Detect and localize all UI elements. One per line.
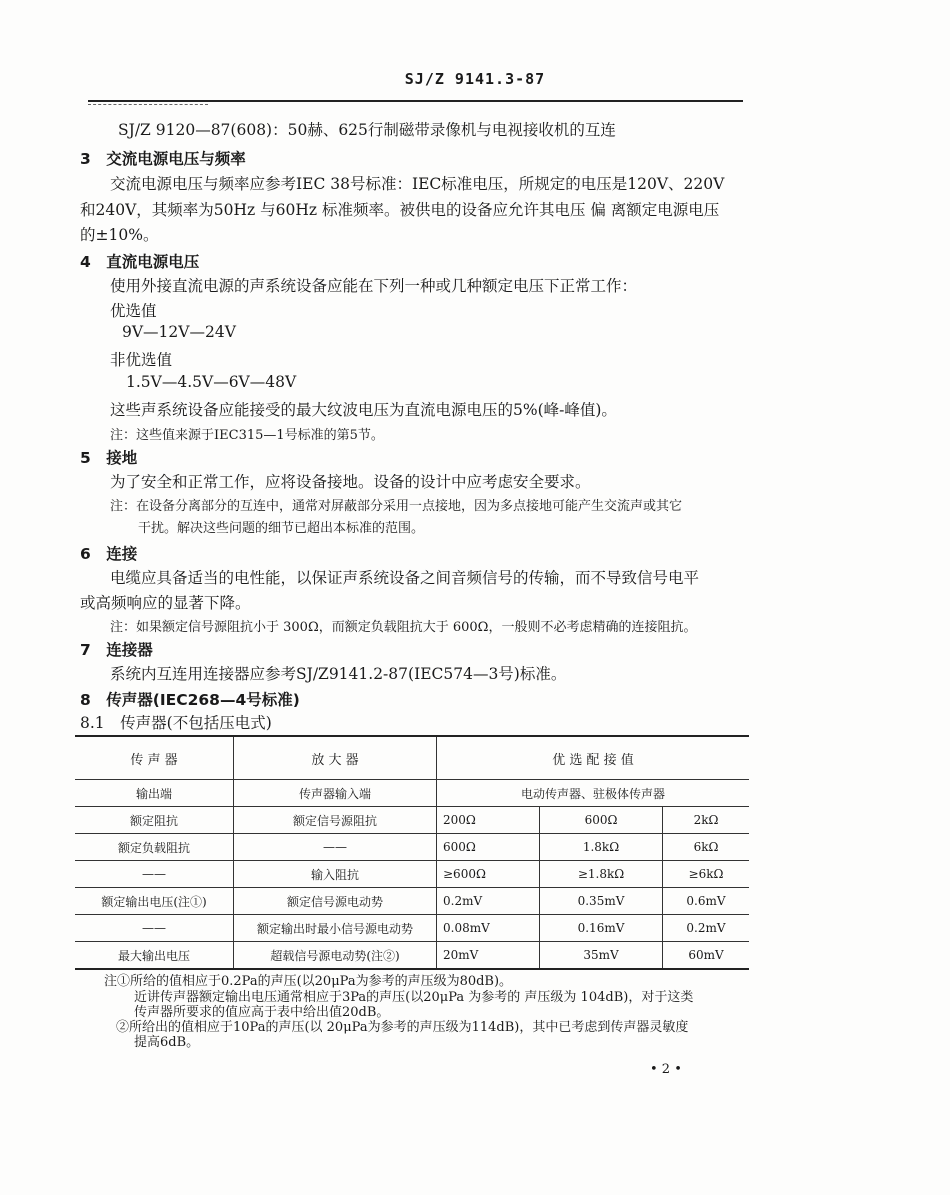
table-cell: 0.08mV — [437, 915, 540, 942]
header-amplifier: 放 大 器 — [234, 736, 437, 780]
preferred-label: 优选值 — [110, 302, 157, 320]
table-row — [75, 915, 749, 942]
section-5-title: 5 接地 — [80, 449, 138, 467]
table-row — [75, 780, 749, 807]
document-header: SJ/Z 9141.3-87 — [404, 70, 546, 88]
table-row — [75, 861, 749, 888]
preferred-values: 9V—12V—24V — [122, 323, 236, 341]
table-cell: 600Ω — [437, 834, 540, 861]
section-5-note-line1: 注：在设备分离部分的互连中，通常对屏蔽部分采用一点接地，因为多点接地可能产生交流声或其它 — [110, 499, 683, 514]
section-5-para: 为了安全和正常工作，应将设备接地。设备的设计中应考虑安全要求。 — [110, 473, 591, 491]
footnote-1: 注①所给的值相应于0.2Pa的声压(以20μPa为参考的声压级为80dB)。 — [104, 974, 513, 989]
table-cell: 600Ω — [540, 807, 663, 834]
table-row — [75, 888, 749, 915]
header-rule-dashed — [88, 104, 208, 105]
section-3-para-line3: 的±10%。 — [80, 226, 159, 244]
table-cell: 0.2mV — [663, 915, 750, 942]
section-6-note: 注：如果额定信号源阻抗小于 300Ω，而额定负载阻抗大于 600Ω，一般则不必考虑精确的连接阻抗。 — [110, 620, 697, 635]
header-preferred-values: 优 选 配 接 值 — [437, 736, 750, 780]
table-cell: 额定阻抗 — [75, 807, 234, 834]
table-cell: 最大输出电压 — [75, 942, 234, 970]
table-row — [75, 807, 749, 834]
table-cell: 输入阻抗 — [234, 861, 437, 888]
table-cell: —— — [75, 861, 234, 888]
table-cell: ≥1.8kΩ — [540, 861, 663, 888]
table-cell: —— — [75, 915, 234, 942]
table-cell: 60mV — [663, 942, 750, 970]
section-6-para-line2: 或高频响应的显著下降。 — [80, 594, 251, 612]
footnote-2: ②所给出的值相应于10Pa的声压(以 20μPa为参考的声压级为114dB)，其中已考虑到传声器灵敏度 — [116, 1020, 689, 1035]
table-cell: 额定信号源电动势 — [234, 888, 437, 915]
table-cell: 电动传声器、驻极体传声器 — [437, 780, 750, 807]
table-cell: 额定输出电压(注①) — [75, 888, 234, 915]
table-cell: 1.8kΩ — [540, 834, 663, 861]
section-4-note: 注：这些值来源于IEC315—1号标准的第5节。 — [110, 428, 384, 443]
table-cell: 20mV — [437, 942, 540, 970]
table-cell: 0.35mV — [540, 888, 663, 915]
table-cell: 2kΩ — [663, 807, 750, 834]
table-cell: —— — [234, 834, 437, 861]
table-header-row — [75, 736, 749, 780]
section-3-title: 3 交流电源电压与频率 — [80, 150, 246, 168]
table-cell: 输出端 — [75, 780, 234, 807]
table-cell: 超载信号源电动势(注②) — [234, 942, 437, 970]
table-cell: ≥600Ω — [437, 861, 540, 888]
table-row — [75, 834, 749, 861]
table-cell: 35mV — [540, 942, 663, 970]
section-8-1-title: 8.1 传声器(不包括压电式) — [80, 714, 272, 732]
header-microphone: 传 声 器 — [75, 736, 234, 780]
section-3-para-line2: 和240V，其频率为50Hz 与60Hz 标准频率。被供电的设备应允许其电压 偏 离额定电源电压 — [80, 201, 720, 219]
nonpreferred-values: 1.5V—4.5V—6V—48V — [126, 373, 297, 391]
section-5-note-line2: 干扰。解决这些问题的细节已超出本标准的范围。 — [138, 521, 425, 536]
table-cell: 0.6mV — [663, 888, 750, 915]
table-cell: 额定信号源阻抗 — [234, 807, 437, 834]
section-4-para2: 这些声系统设备应能接受的最大纹波电压为直流电源电压的5%(峰-峰值)。 — [110, 401, 617, 419]
footnote-2-line2: 提高6dB。 — [134, 1035, 200, 1050]
header-rule — [88, 100, 743, 102]
section-7-para: 系统内互连用连接器应参考SJ/Z9141.2-87(IEC574—3号)标准。 — [110, 665, 567, 683]
section-3-para-line1: 交流电源电压与频率应参考IEC 38号标准：IEC标准电压，所规定的电压是120V、220V — [110, 175, 725, 193]
table-cell: 0.2mV — [437, 888, 540, 915]
table-row — [75, 942, 749, 970]
footnote-1-line2: 近讲传声器额定输出电压通常相应于3Pa的声压(以20μPa 为参考的 声压级为 104dB)，对于这类 — [134, 990, 694, 1005]
table-cell: 200Ω — [437, 807, 540, 834]
section-6-title: 6 连接 — [80, 545, 138, 563]
section-7-title: 7 连接器 — [80, 641, 153, 659]
section-4-title: 4 直流电源电压 — [80, 253, 200, 271]
microphone-spec-table — [75, 735, 749, 970]
section-8-title: 8 传声器(IEC268—4号标准) — [80, 691, 300, 709]
nonpreferred-label: 非优选值 — [110, 351, 173, 369]
footnote-1-line3: 传声器所要求的值应高于表中给出值20dB。 — [134, 1005, 390, 1020]
reference-line: SJ/Z 9120—87(608)：50赫、625行制磁带录像机与电视接收机的互连 — [118, 121, 616, 139]
table-cell: ≥6kΩ — [663, 861, 750, 888]
section-4-para: 使用外接直流电源的声系统设备应能在下列一种或几种额定电压下正常工作： — [110, 277, 638, 295]
page-number: • 2 • — [650, 1062, 682, 1077]
section-6-para-line1: 电缆应具备适当的电性能，以保证声系统设备之间音频信号的传输，而不导致信号电平 — [110, 569, 700, 587]
table-cell: 传声器输入端 — [234, 780, 437, 807]
table-cell: 额定负载阻抗 — [75, 834, 234, 861]
table-cell: 额定输出时最小信号源电动势 — [234, 915, 437, 942]
table-cell: 6kΩ — [663, 834, 750, 861]
table-cell: 0.16mV — [540, 915, 663, 942]
